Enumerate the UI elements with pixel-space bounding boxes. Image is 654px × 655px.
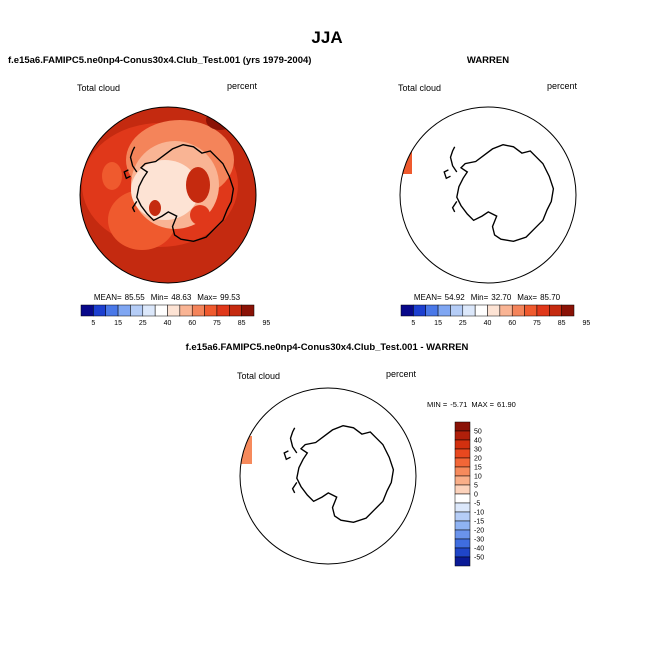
colorbar-swatch: [455, 548, 470, 557]
colorbar-tick-label: -15: [474, 518, 485, 526]
colorbar-swatch: [455, 467, 470, 476]
panel-diff-stats: MIN = -5.71 MAX = 61.90: [427, 400, 516, 409]
panel-model-variable: Total cloud: [77, 83, 121, 93]
colorbar-tick-label: 75: [533, 320, 541, 327]
colorbar-tick-label: 40: [474, 437, 482, 445]
colorbar-tick-label: -20: [474, 527, 485, 535]
colorbar-tick-label: 5: [474, 482, 478, 490]
colorbar-swatch: [118, 305, 130, 316]
panel-diff: [186, 342, 516, 580]
colorbar-swatch: [455, 422, 470, 431]
panel-obs-field: [390, 100, 590, 300]
colorbar-tick-label: 85: [557, 320, 566, 327]
panel-obs-stats: MEAN= 54.92 Min= 32.70 Max= 85.70: [413, 293, 561, 302]
colorbar-tick-label: 85: [237, 320, 246, 327]
panel-obs-units: percent: [547, 81, 578, 91]
colorbar-swatch: [512, 305, 524, 316]
colorbar-swatch: [455, 521, 470, 530]
colorbar-swatch: [130, 305, 142, 316]
colorbar-swatch: [229, 305, 241, 316]
colorbar-swatch: [525, 305, 537, 316]
colorbar-swatch: [455, 530, 470, 539]
panel-diff-colorbar: [455, 422, 484, 566]
colorbar-swatch: [242, 305, 254, 316]
colorbar-swatch: [180, 305, 192, 316]
panel-obs: [390, 55, 590, 327]
figure-title: JJA: [311, 28, 343, 47]
colorbar-swatch: [455, 512, 470, 521]
colorbar-tick-label: 30: [474, 446, 482, 454]
colorbar-tick-label: -10: [474, 509, 485, 517]
panel-obs-title: WARREN: [466, 55, 510, 66]
colorbar-tick-label: 15: [474, 464, 482, 472]
colorbar-tick-label: 95: [582, 320, 591, 327]
colorbar-tick-label: 40: [163, 320, 172, 327]
panel-diff-units: percent: [386, 369, 417, 379]
colorbar-tick-label: 5: [411, 320, 416, 327]
colorbar-swatch: [81, 305, 93, 316]
colorbar-swatch: [500, 305, 512, 316]
colorbar-tick-label: 5: [91, 320, 96, 327]
panel-model-colorbar: [81, 305, 270, 327]
colorbar-swatch: [401, 305, 413, 316]
colorbar-swatch: [455, 503, 470, 512]
colorbar-swatch: [93, 305, 105, 316]
colorbar-swatch: [562, 305, 574, 316]
panel-model-units: percent: [227, 81, 258, 91]
colorbar-tick-label: -30: [474, 536, 485, 544]
colorbar-swatch: [426, 305, 438, 316]
colorbar-swatch: [455, 440, 470, 449]
colorbar-swatch: [455, 458, 470, 467]
colorbar-swatch: [455, 485, 470, 494]
panel-diff-field: [230, 380, 430, 580]
colorbar-swatch: [205, 305, 217, 316]
colorbar-tick-label: 40: [483, 320, 492, 327]
panel-model-title: f.e15a6.FAMIPC5.ne0np4-Conus30x4.Club_Test.001 (yrs 1979-2004): [8, 55, 312, 66]
colorbar-swatch: [463, 305, 475, 316]
colorbar-tick-label: 95: [262, 320, 271, 327]
panel-obs-colorbar: [401, 305, 590, 327]
colorbar-tick-label: 25: [458, 320, 467, 327]
colorbar-tick-label: 15: [434, 320, 442, 327]
panel-obs-variable: Total cloud: [398, 83, 442, 93]
colorbar-swatch: [450, 305, 462, 316]
colorbar-swatch: [455, 449, 470, 458]
panel-model-field: [70, 100, 270, 300]
colorbar-tick-label: 0: [474, 491, 478, 499]
colorbar-tick-label: 75: [213, 320, 221, 327]
colorbar-swatch: [475, 305, 487, 316]
colorbar-tick-label: 50: [474, 428, 482, 436]
colorbar-tick-label: 60: [188, 320, 197, 327]
colorbar-swatch: [168, 305, 180, 316]
colorbar-swatch: [192, 305, 204, 316]
colorbar-swatch: [106, 305, 118, 316]
panel-diff-variable: Total cloud: [237, 371, 281, 381]
panel-model: [8, 55, 311, 327]
colorbar-tick-label: 10: [474, 473, 482, 481]
colorbar-swatch: [549, 305, 561, 316]
colorbar-swatch: [143, 305, 155, 316]
colorbar-tick-label: 60: [508, 320, 517, 327]
colorbar-swatch: [455, 431, 470, 440]
colorbar-swatch: [413, 305, 425, 316]
colorbar-tick-label: 25: [138, 320, 147, 327]
colorbar-tick-label: 15: [114, 320, 122, 327]
colorbar-swatch: [455, 494, 470, 503]
panel-model-stats: MEAN= 85.55 Min= 48.63 Max= 99.53: [93, 293, 241, 302]
colorbar-tick-label: -5: [474, 500, 481, 508]
colorbar-tick-label: -40: [474, 545, 485, 553]
panel-diff-title: f.e15a6.FAMIPC5.ne0np4-Conus30x4.Club_Test.001 - WARREN: [185, 342, 469, 353]
colorbar-swatch: [217, 305, 229, 316]
colorbar-swatch: [455, 539, 470, 548]
colorbar-swatch: [455, 476, 470, 485]
colorbar-tick-label: -50: [474, 554, 485, 562]
colorbar-swatch: [155, 305, 167, 316]
colorbar-swatch: [537, 305, 549, 316]
colorbar-swatch: [488, 305, 500, 316]
colorbar-swatch: [455, 557, 470, 566]
colorbar-swatch: [438, 305, 450, 316]
colorbar-tick-label: 20: [474, 455, 482, 463]
